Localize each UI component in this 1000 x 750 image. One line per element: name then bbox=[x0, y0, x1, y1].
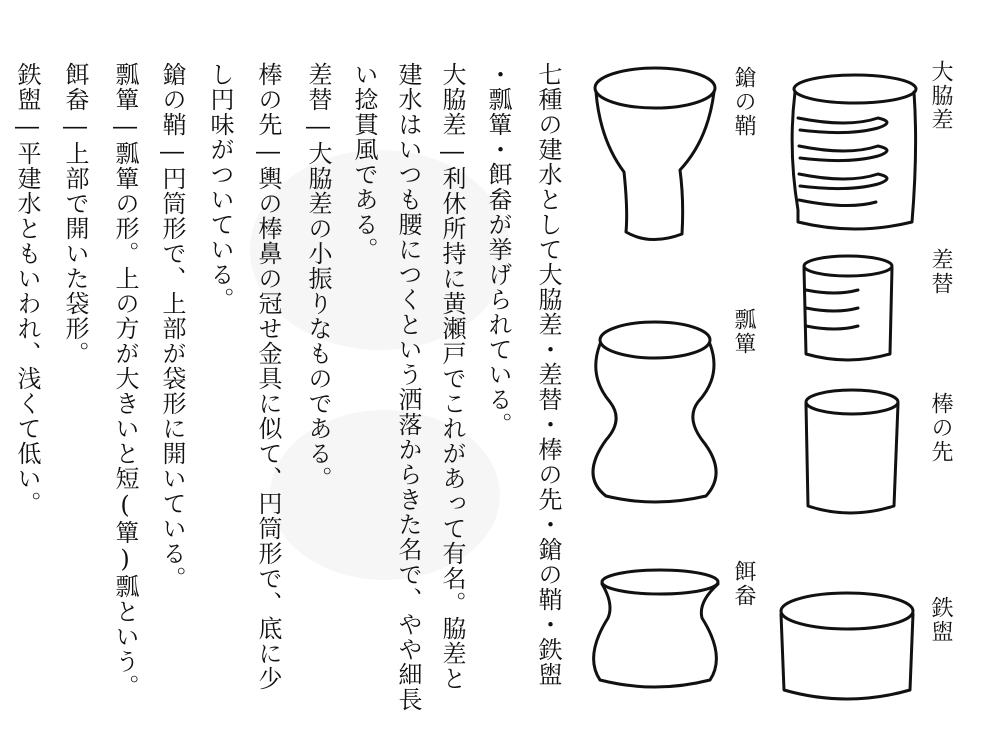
label-owakizashi: 大脇差 bbox=[928, 60, 953, 132]
text-column-5: い捻貫風である。 bbox=[350, 62, 378, 262]
owakizashi-drawing bbox=[792, 75, 916, 229]
bo-no-saki-drawing bbox=[806, 390, 898, 513]
yari-no-saya-drawing bbox=[595, 68, 715, 240]
text-column-2: ・瓢簞・餌畚が挙げられている。 bbox=[484, 62, 512, 437]
text-column-9: 鎗の鞘―円筒形で、上部が袋形に開いている。 bbox=[158, 62, 186, 591]
sashikae-drawing bbox=[804, 256, 892, 360]
text-column-4: 建水はいつも腰につくという洒落からきた名で、やや細長 bbox=[394, 62, 422, 712]
text-column-7: 棒の先―輿の棒鼻の冠せ金具に似て、円筒形で、底に少 bbox=[254, 62, 282, 691]
label-yari-no-saya: 鎗の鞘 bbox=[731, 66, 756, 138]
efugo-drawing bbox=[594, 570, 718, 687]
label-bo-no-saki: 棒の先 bbox=[928, 392, 953, 464]
label-hyotan: 瓢簞 bbox=[731, 308, 756, 356]
hyotan-drawing bbox=[593, 322, 716, 502]
text-column-8: し円味がついている。 bbox=[206, 62, 234, 312]
label-efugo: 餌畚 bbox=[731, 560, 756, 608]
text-column-3: 大脇差―利休所持に黄瀬戸でこれがあって有名。脇差と bbox=[438, 62, 466, 691]
text-column-11: 餌畚―上部で開いた袋形。 bbox=[61, 62, 89, 366]
kanadarai-drawing bbox=[781, 593, 913, 699]
text-column-1: 七種の建水として大脇差・差替・棒の先・鎗の鞘・鉄盥 bbox=[534, 62, 562, 687]
label-kanadarai: 鉄盥 bbox=[928, 596, 953, 644]
text-column-10: 瓢簞―瓢簞の形。上の方が大きいと短(簞)瓢という。 bbox=[111, 62, 139, 699]
text-column-12: 鉄盥―平建水ともいわれ、浅くて低い。 bbox=[13, 62, 41, 516]
text-column-6: 差替―大脇差の小振りなものである。 bbox=[304, 62, 332, 491]
label-sashikae: 差替 bbox=[928, 248, 953, 296]
